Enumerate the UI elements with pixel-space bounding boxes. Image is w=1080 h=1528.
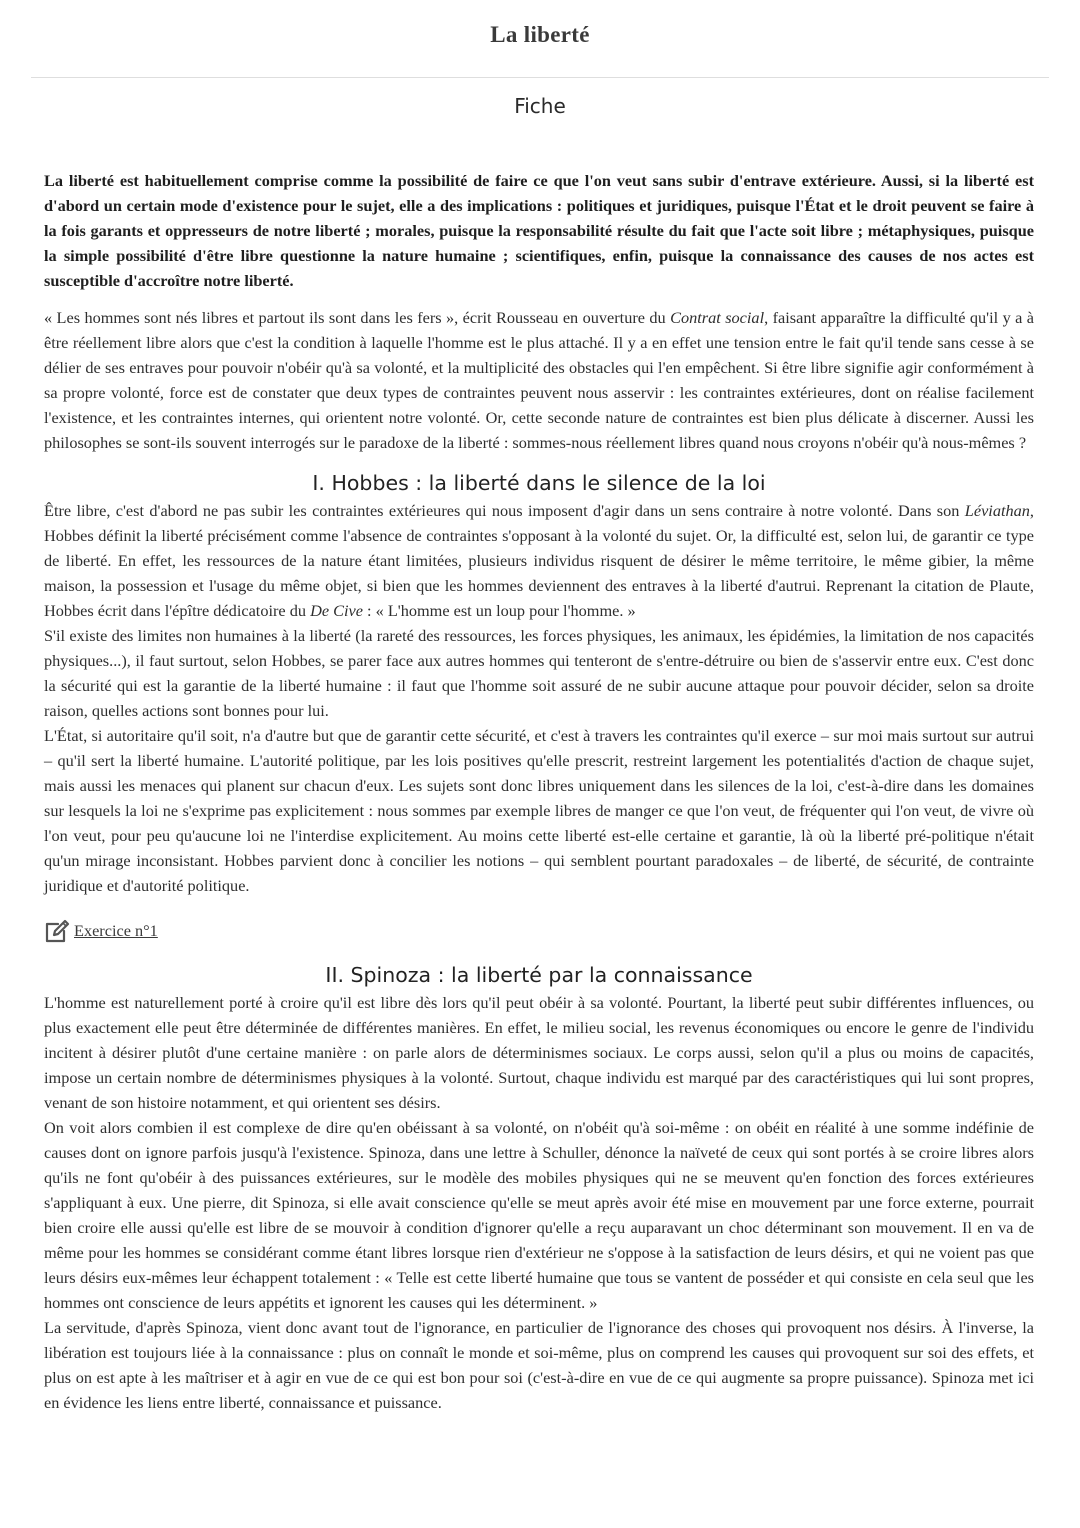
page-title: La liberté [490, 22, 590, 47]
exercise-link-row[interactable] [44, 918, 1034, 944]
document-body [44, 168, 1034, 1415]
book-title-de-cive: De Cive [310, 601, 363, 620]
edit-icon[interactable] [44, 918, 70, 944]
spinoza-paragraph-1: L'homme est naturellement porté à croire qu'il est libre dès lors qu'il peut obéir à sa volonté. Pourtant, la liberté peut subir différentes influences, ou plus exactement elle peut être déterminée de différentes manières. En effet, le milieu social, les revenus économiques ou encore le genre de l'individu incitent à désirer plutôt d'une certaine manière : on parle alors de déterminismes sociaux. Le corps aussi, selon qu'il a plus ou moins de capacités, impose un certain nombre de déterminismes physiques à la volonté. Surtout, chaque individu est marqué par des caractéristiques qui lui sont propres, venant de son histoire notamment, et qui orientent ses désirs. [44, 993, 1034, 1112]
title-divider [31, 77, 1049, 78]
hobbes-paragraph-3: L'État, si autoritaire qu'il soit, n'a d'autre but que de garantir cette sécurité, et c'est à travers les contraintes qu'il exerce – sur moi mais surtout sur autrui – qu'il sert la liberté humaine. L'autorité politique, par les lois positives qu'elle prescrit, restreint largement les potentialités d'action de chaque sujet, mais aussi les menaces qui planent sur chacun d'eux. Les sujets sont donc libres uniquement dans les silences de la loi, c'est-à-dire dans les domaines sur lesquels la loi ne s'exprime pas explicitement : nous sommes par exemple libres de manger ce que l'on veut, de fréquenter qui l'on veut, de vivre où l'on veut, pour peu qu'aucune loi ne l'interdise explicitement. Au moins cette liberté est-elle certaine et garantie, là où la liberté pré-politique n'était qu'un mirage inconsistant. Hobbes parvient donc à concilier les notions – qui semblent pourtant paradoxales – de liberté, de sécurité, de contrainte juridique et d'autorité politique. [44, 726, 1034, 895]
spinoza-paragraph-3: La servitude, d'après Spinoza, vient donc avant tout de l'ignorance, en particulier de l'ignorance des choses qui provoquent nos désirs. À l'inverse, la libération est toujours liée à la connaissance : plus on connaît le monde et soi-même, plus on comprend les causes qui provoquent sur soi des effets, et plus on est apte à les maîtriser et à agir en vue de ce qui est bon pour soi (c'est-à-dire en vue de ce qui augmente sa propre puissance). Spinoza met ici en évidence les liens entre liberté, connaissance et puissance. [44, 1318, 1034, 1412]
intro-text-part: « Les hommes sont nés libres et partout ils sont dans les fers », écrit Rousseau en ouverture du [44, 308, 671, 327]
hobbes-text-part: Être libre, c'est d'abord ne pas subir les contraintes extérieures qui nous imposent d'agir dans un sens contraire à notre volonté. Dans son [44, 501, 965, 520]
intro-paragraph [44, 305, 1034, 455]
page-subtitle: Fiche [514, 94, 566, 118]
book-title-contrat-social: Contrat social [670, 308, 765, 327]
intro-lead-paragraph: La liberté est habituellement comprise comme la possibilité de faire ce que l'on veut sans subir d'entrave extérieure. Aussi, si la liberté est d'abord un certain mode d'existence pour le sujet, elle a des implications : politiques et juridiques, puisque l'État et le droit peuvent se faire à la fois garants et oppresseurs de notre liberté ; morales, puisque la responsabilité résulte du fait que l'acte soit libre ; métaphysiques, puisque la simple possibilité d'être libre questionne la nature humaine ; scientifiques, enfin, puisque la connaissance des causes de nos actes est susceptible d'accroître notre liberté. [44, 171, 1034, 290]
book-title-leviathan: Léviathan [964, 501, 1030, 520]
spinoza-paragraph-2: On voit alors combien il est complexe de dire qu'en obéissant à sa volonté, on n'obéit qu'à soi-même : on obéit en réalité à une somme indéfinie de causes dont on ignore parfois jusqu'à l'existence. Spinoza, dans une lettre à Schuller, dénonce la naïveté de ceux qui sont portés à se croire libres alors qu'ils ne font qu'obéir à des puissances extérieures, sur le modèle des mobiles physiques qui ne se meuvent qu'en fonction des forces extérieures s'appliquant à eux. Une pierre, dit Spinoza, si elle avait conscience qu'elle se meut après avoir été mise en mouvement par une force externe, pourrait bien croire elle aussi qu'elle est libre de se mouvoir à condition d'ignorer qu'elle a reçu auparavant un choc déterminant son mouvement. Il en va de même pour les hommes se considérant comme étant libres lorsque rien d'extérieur ne s'oppose à la satisfaction de leurs désirs, et qui ne voient pas que leurs désirs eux-mêmes leur échappent totalement : « Telle est cette liberté humaine que tous se vantent de posséder et qui consiste en cela seul que les hommes ont conscience de leurs appétits et ignorent les causes qui les déterminent. » [44, 1118, 1034, 1312]
hobbes-text-part: , Hobbes définit la liberté précisément comme l'absence de contraintes s'opposant à la volonté du sujet. Or, la difficulté est, selon lui, de garantir ce type de liberté. En effet, les ressources de la nature étant limitées, plusieurs individus risquent de désirer le même territoire, le même gibier, la même maison, la possession et l'usage du même objet, si bien que les hommes deviennent des entraves à la liberté d'autrui. Reprenant la citation de Plaute, Hobbes écrit dans l'épître dédicatoire du [44, 501, 1034, 620]
section-heading-hobbes: I. Hobbes : la liberté dans le silence de la loi [312, 471, 766, 495]
intro-text-part: , faisant apparaître la difficulté qu'il y a à être réellement libre alors que c'est la condition à laquelle l'homme est le plus attaché. Il y a en effet une tension entre le fait qu'il tende sans cesse à se délier de ses entraves pour pouvoir n'obéir qu'à sa volonté, et la multiplicité des obstacles qui l'en empêchent. Si être libre signifie agir conformément à sa propre volonté, force est de constater que deux types de contraintes peuvent nous asservir : les contraintes extérieures, dont on réalise facilement l'existence, et les contraintes internes, qui orientent notre volonté. Or, cette seconde nature de contraintes est bien plus délicate à discerner. Aussi les philosophes se sont-ils souvent interrogés sur le paradoxe de la liberté : sommes-nous réellement libres quand nous croyons n'obéir qu'à nous-mêmes ? [44, 308, 1034, 452]
hobbes-paragraph-1 [44, 498, 1034, 623]
exercise-1-link[interactable]: Exercice n°1 [74, 921, 158, 940]
hobbes-paragraph-2: S'il existe des limites non humaines à la liberté (la rareté des ressources, les forces physiques, les animaux, les épidémies, la limitation de nos capacités physiques...), il faut surtout, selon Hobbes, se parer face aux autres hommes qui tenteront de s'entre-détruire ou bien de s'asservir entre eux. C'est donc la sécurité qui est la garantie de la liberté humaine : il faut que l'homme soit assuré de ne subir aucune attaque pour pouvoir décider, selon sa droite raison, quelles actions sont bonnes pour lui. [44, 626, 1034, 720]
hobbes-text-part: : « L'homme est un loup pour l'homme. » [362, 601, 636, 620]
section-heading-spinoza: II. Spinoza : la liberté par la connaissance [325, 963, 753, 987]
